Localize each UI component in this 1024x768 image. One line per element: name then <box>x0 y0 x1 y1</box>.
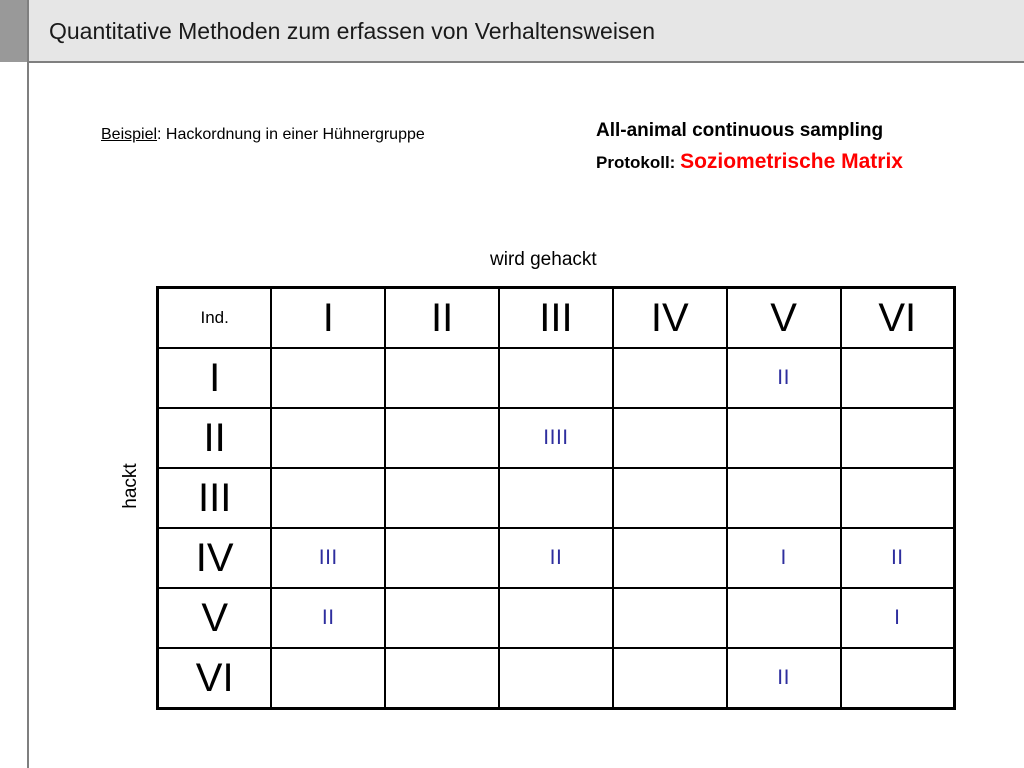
matrix-cell <box>499 648 613 709</box>
row-header: III <box>158 468 272 528</box>
matrix-row <box>158 408 955 468</box>
matrix-cell <box>613 468 727 528</box>
row-header: IV <box>158 528 272 588</box>
matrix-row <box>158 588 955 648</box>
example-caption <box>101 126 425 144</box>
matrix-row <box>158 528 955 588</box>
header-bar <box>29 0 1024 63</box>
row-header: I <box>158 348 272 408</box>
matrix-cell <box>385 468 499 528</box>
left-border-line <box>27 0 29 768</box>
matrix-cell <box>727 468 841 528</box>
matrix-cell <box>385 588 499 648</box>
matrix-cell <box>841 468 955 528</box>
matrix-cell <box>613 408 727 468</box>
matrix-cell <box>613 528 727 588</box>
example-label: Beispiel <box>101 126 158 143</box>
matrix-cell: II <box>841 528 955 588</box>
matrix-cell <box>613 348 727 408</box>
column-header: IV <box>613 288 727 349</box>
matrix-cell: II <box>499 528 613 588</box>
matrix-cell: II <box>727 648 841 709</box>
column-header: I <box>271 288 385 349</box>
matrix-cell <box>727 588 841 648</box>
sociometric-matrix <box>156 286 956 710</box>
matrix-cell <box>271 648 385 709</box>
row-header: II <box>158 408 272 468</box>
matrix-cell: III <box>271 528 385 588</box>
example-text: Hackordnung in einer Hühnergruppe <box>165 126 425 143</box>
column-header: II <box>385 288 499 349</box>
matrix-row <box>158 648 955 709</box>
matrix-cell <box>499 468 613 528</box>
matrix-cell <box>385 648 499 709</box>
matrix-row <box>158 348 955 408</box>
sampling-method: All-animal continuous sampling <box>596 120 884 141</box>
matrix-cell <box>499 588 613 648</box>
matrix-cell <box>841 648 955 709</box>
matrix-cell <box>613 588 727 648</box>
matrix-cell <box>385 408 499 468</box>
column-header: VI <box>841 288 955 349</box>
column-axis-label: wird gehackt <box>490 249 597 270</box>
slide-title: Quantitative Methoden zum erfassen von Verhaltensweisen <box>49 18 656 44</box>
protocol-value: Soziometrische Matrix <box>680 150 903 173</box>
left-accent-tab <box>0 0 27 62</box>
matrix-cell <box>613 648 727 709</box>
matrix-cell: II <box>727 348 841 408</box>
matrix-cell: II <box>271 588 385 648</box>
matrix-cell <box>271 348 385 408</box>
matrix-cell <box>841 408 955 468</box>
matrix-cell <box>271 468 385 528</box>
matrix-cell: I <box>841 588 955 648</box>
column-header: III <box>499 288 613 349</box>
matrix-cell <box>499 348 613 408</box>
row-header: VI <box>158 648 272 709</box>
matrix-corner-cell: Ind. <box>158 288 272 349</box>
matrix-cell: I <box>727 528 841 588</box>
column-header: V <box>727 288 841 349</box>
example-separator: : <box>157 126 166 143</box>
protocol-line <box>596 150 903 174</box>
matrix-cell <box>385 348 499 408</box>
matrix-cell <box>727 408 841 468</box>
matrix-cell: IIII <box>499 408 613 468</box>
matrix-row <box>158 468 955 528</box>
row-header: V <box>158 588 272 648</box>
matrix-header-row <box>158 288 955 349</box>
matrix-cell <box>841 348 955 408</box>
protocol-label: Protokoll: <box>596 153 681 172</box>
matrix-cell <box>385 528 499 588</box>
matrix-cell <box>271 408 385 468</box>
row-axis-label: hackt <box>120 463 141 509</box>
